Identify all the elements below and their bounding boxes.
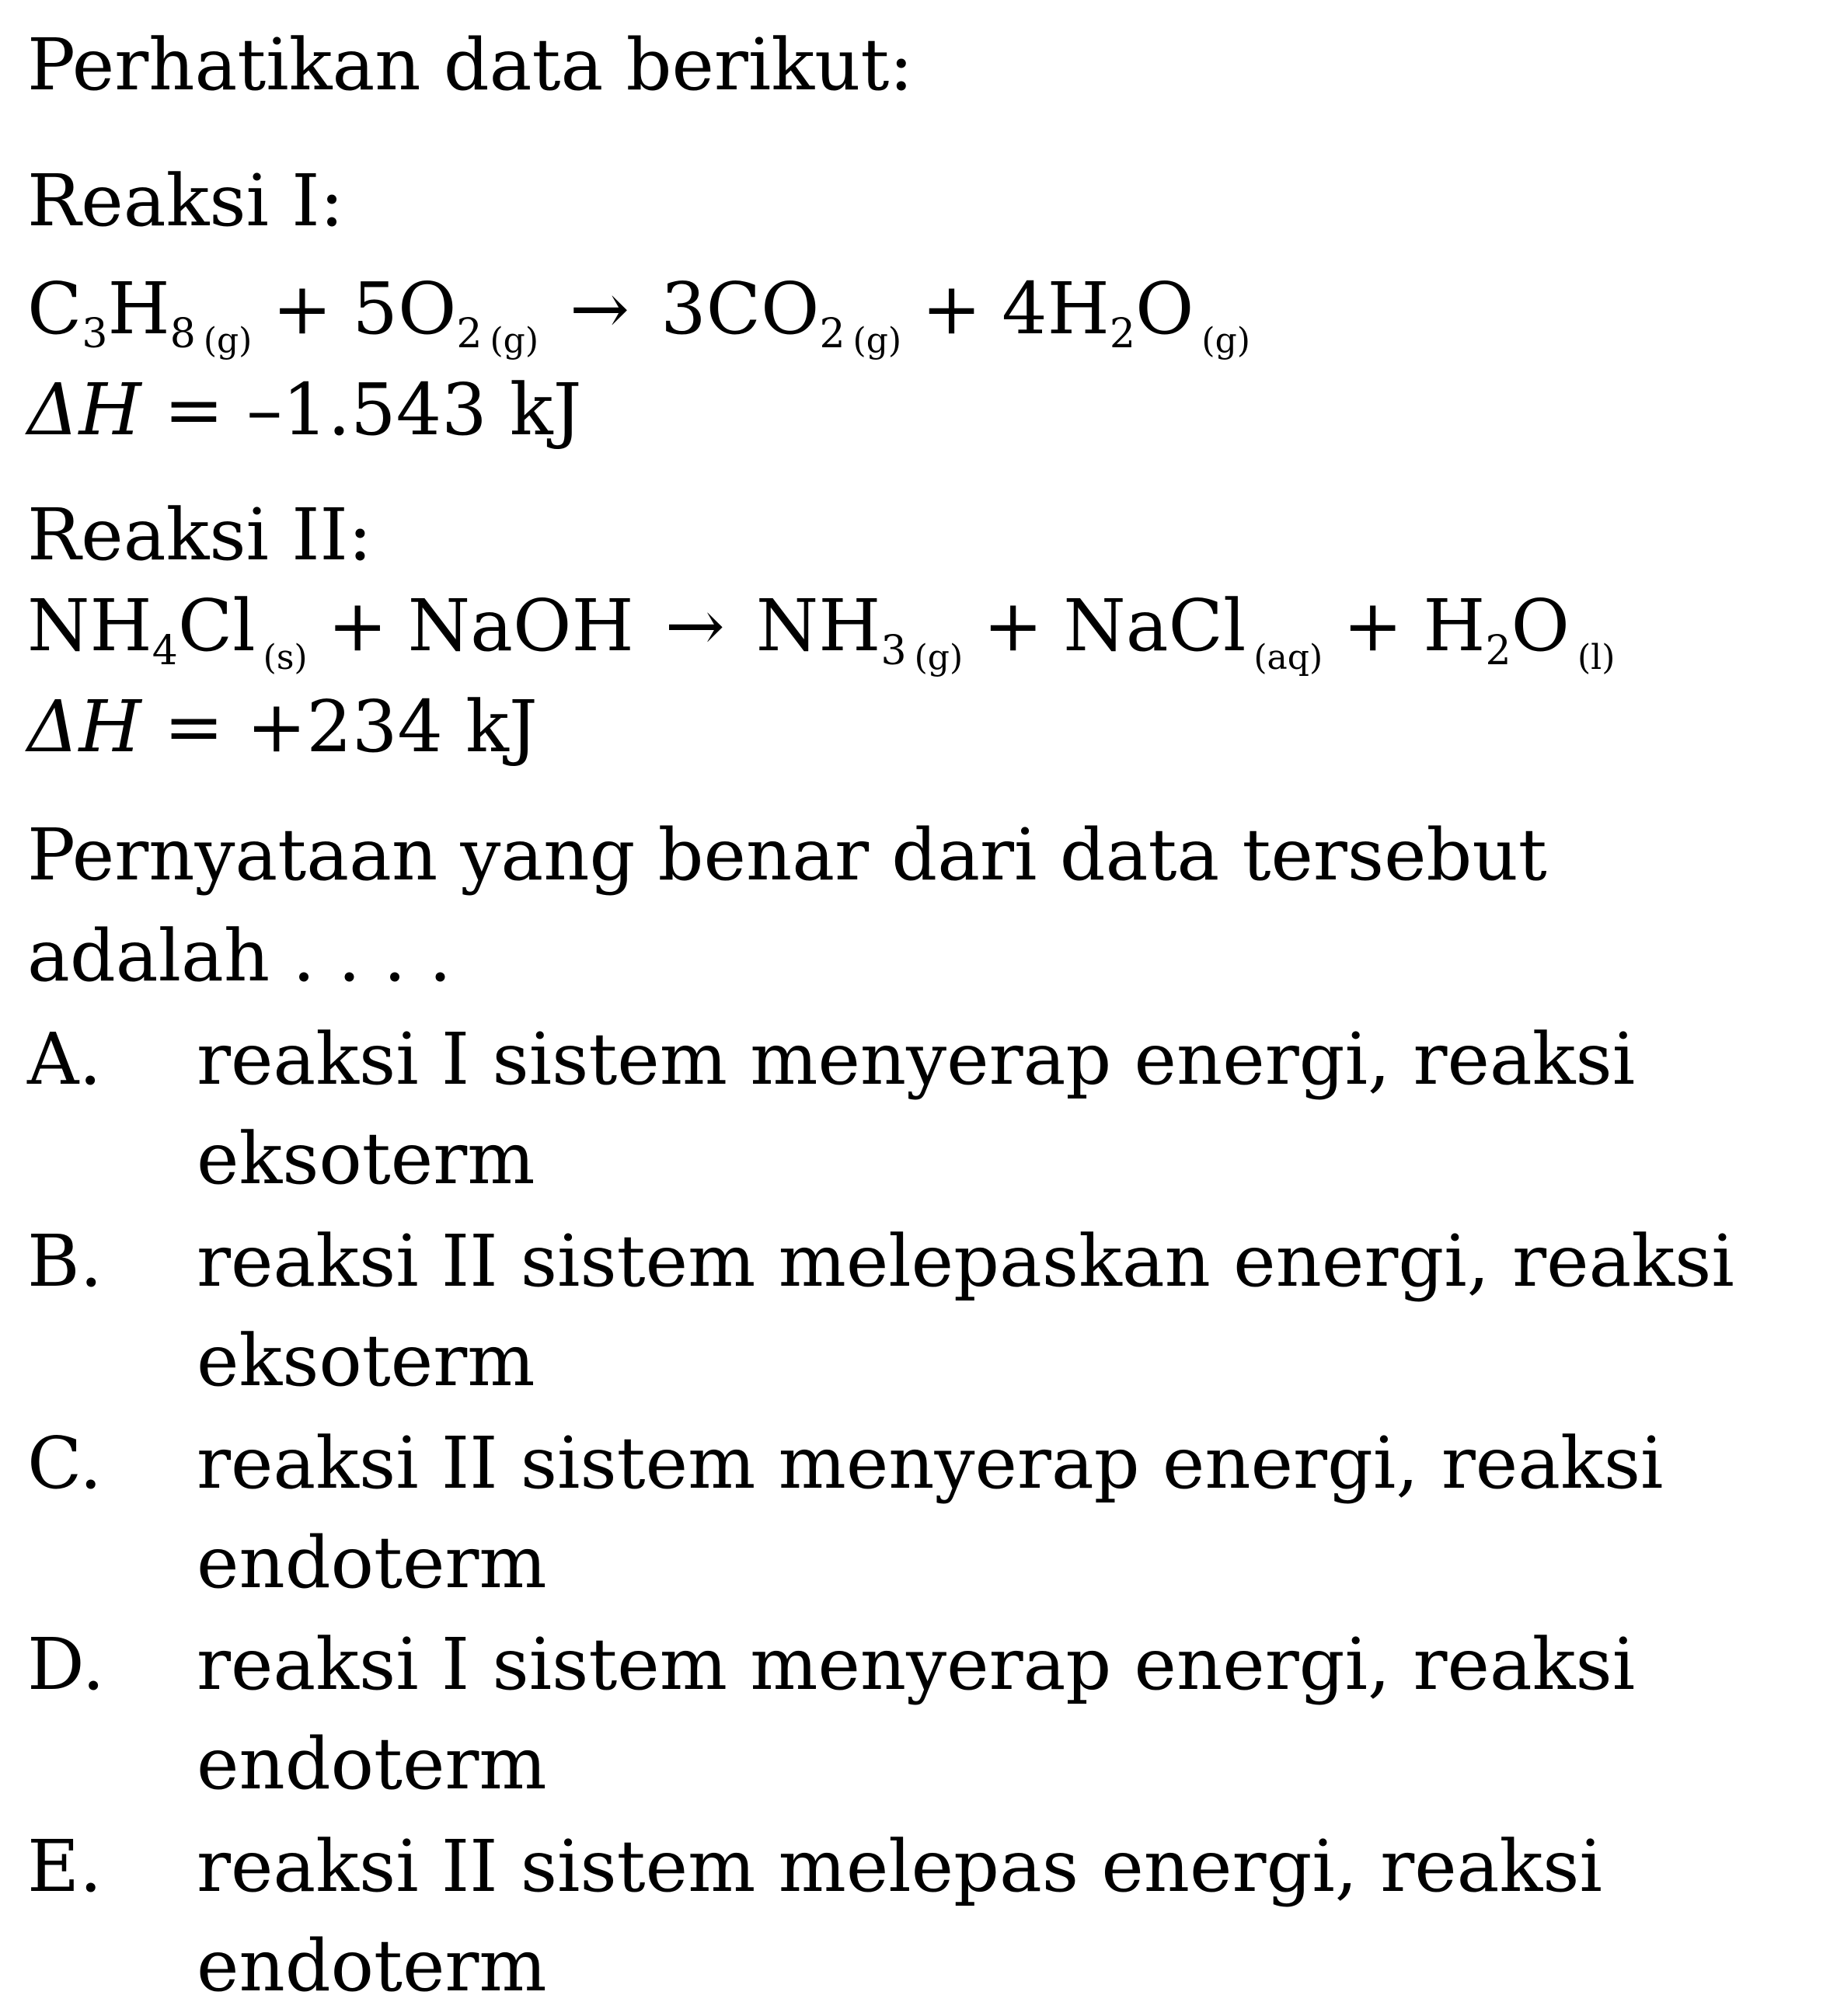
option-text: reaksi I sistem menyerap energi, reaksi eksoterm: [197, 1018, 1636, 1200]
reaction-2-equation: $NH_4Cl$ $_{(s)}$ + NaOH → $NH_3$ $_{(g)}$ + NaCl $_{(aq)} + H_2O$ $_{(l)}$: [27, 584, 1616, 678]
reaction-2-enthalpy: ΔH = +234 kJ: [27, 685, 538, 768]
option-text: reaksi II sistem menyerap energi, reaksi endoterm: [197, 1422, 1664, 1604]
option-letter: D.: [27, 1623, 105, 1706]
reaction-1-equation: $C_3H_8$ $_{(g)} + 5O_2$ $_{(g)} \to 3CO_2$ $_{(g)} + 4H_2O$ $_{(g)}$: [27, 267, 1250, 361]
reaction-1-enthalpy: ΔH = –1.543 kJ: [27, 368, 582, 451]
option-letter: E.: [27, 1825, 103, 1908]
option-text: reaksi II sistem melepaskan energi, reaksi eksoterm: [197, 1220, 1734, 1402]
intro-text: Perhatikan data berikut:: [27, 23, 914, 106]
question-line-1: Pernyataan yang benar dari data tersebut: [27, 813, 1547, 897]
reaction-2-label: Reaksi II:: [27, 493, 372, 576]
option-text: reaksi II sistem melepas energi, reaksi endoterm: [197, 1825, 1602, 2007]
question-line-2: adalah . . . .: [27, 914, 452, 998]
reaction-1-label: Reaksi I:: [27, 159, 344, 242]
option-letter: A.: [27, 1018, 102, 1101]
option-letter: B.: [27, 1220, 103, 1303]
reaction-arrow-icon: →: [664, 584, 725, 667]
reaction-arrow-icon: →: [569, 267, 630, 350]
option-letter: C.: [27, 1422, 103, 1505]
option-text: reaksi I sistem menyerap energi, reaksi endoterm: [197, 1623, 1636, 1805]
